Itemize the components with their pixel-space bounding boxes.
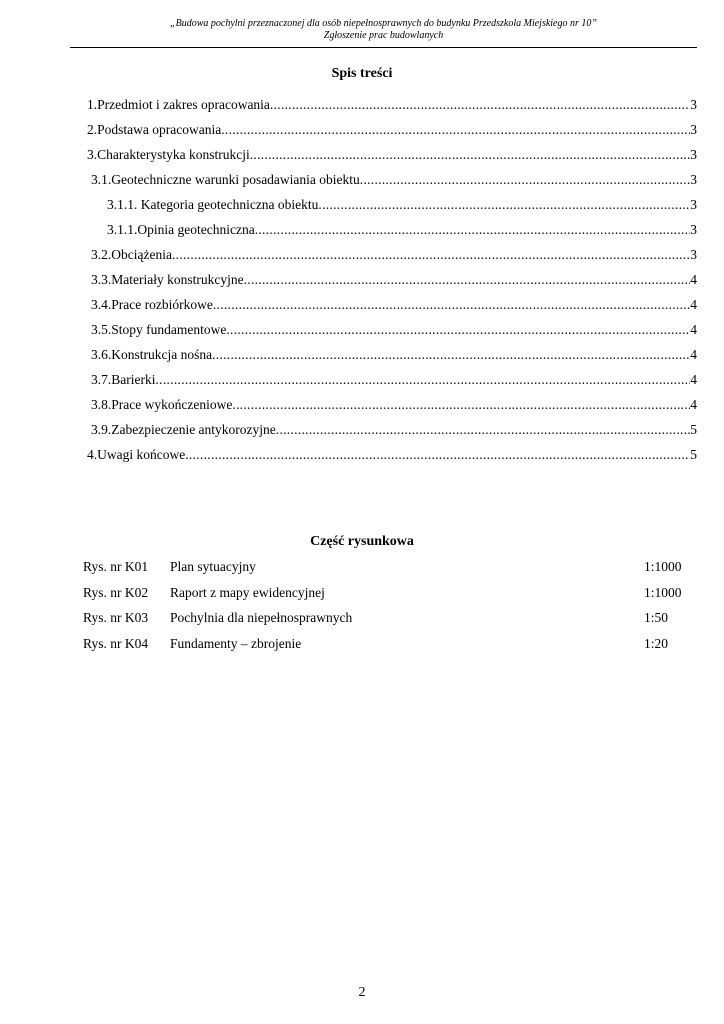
toc-dot-leader bbox=[213, 296, 690, 314]
drawing-row bbox=[83, 634, 703, 654]
toc-entry[interactable] bbox=[91, 396, 697, 414]
drawing-number: Rys. nr K04 bbox=[83, 636, 149, 651]
toc-entry-page: 4 bbox=[690, 322, 697, 337]
drawing-number: Rys. nr K01 bbox=[83, 559, 149, 574]
toc-entry[interactable] bbox=[91, 246, 697, 264]
drawing-title: Plan sytuacyjny bbox=[170, 559, 256, 574]
toc-entry-page: 3 bbox=[690, 222, 697, 237]
toc-entry-label: 3.1.1. Kategoria geotechniczna obiektu bbox=[107, 197, 319, 212]
toc-dot-leader bbox=[250, 146, 691, 164]
drawing-scale: 1:50 bbox=[644, 610, 669, 625]
toc-entry[interactable] bbox=[107, 221, 697, 239]
toc-entry-page: 4 bbox=[690, 272, 697, 287]
toc-entry-label: 3.3.Materiały konstrukcyjne bbox=[91, 272, 244, 287]
toc-entry-label: 3.5.Stopy fundamentowe bbox=[91, 322, 227, 337]
document-header bbox=[70, 18, 697, 42]
toc-entry-label: 3.1.Geotechniczne warunki posadawiania obiektu bbox=[91, 172, 360, 187]
drawing-title: Fundamenty – zbrojenie bbox=[170, 636, 302, 651]
drawing-row bbox=[83, 557, 703, 577]
toc-entry-label: 3.8.Prace wykończeniowe bbox=[91, 397, 233, 412]
toc-entry-page: 3 bbox=[690, 122, 697, 137]
toc-entry[interactable] bbox=[91, 371, 697, 389]
drawing-scale: 1:1000 bbox=[644, 559, 682, 574]
toc-entry-page: 4 bbox=[690, 372, 697, 387]
toc-entry[interactable] bbox=[91, 321, 697, 339]
drawing-number: Rys. nr K02 bbox=[83, 585, 149, 600]
toc-dot-leader bbox=[212, 346, 690, 364]
toc-dot-leader bbox=[276, 421, 690, 439]
toc-entry-page: 3 bbox=[690, 147, 697, 162]
toc-entry-page: 5 bbox=[690, 422, 697, 437]
toc-entry-label: 1.Przedmiot i zakres opracowania bbox=[87, 97, 270, 112]
toc-entry-page: 3 bbox=[690, 97, 697, 112]
toc-entry[interactable] bbox=[91, 346, 697, 364]
toc-entry-label: 3.7.Barierki bbox=[91, 372, 156, 387]
drawing-title: Raport z mapy ewidencyjnej bbox=[170, 585, 325, 600]
toc-dot-leader bbox=[226, 321, 690, 339]
toc-entry[interactable] bbox=[91, 171, 697, 189]
toc-dot-leader bbox=[185, 446, 690, 464]
toc-dot-leader bbox=[172, 246, 690, 264]
drawing-title: Pochylnia dla niepełnosprawnych bbox=[170, 610, 353, 625]
toc-entry-page: 4 bbox=[690, 347, 697, 362]
toc-dot-leader bbox=[232, 396, 690, 414]
drawing-scale: 1:20 bbox=[644, 636, 669, 651]
toc-entry-page: 5 bbox=[690, 447, 697, 462]
toc-entry-page: 4 bbox=[690, 297, 697, 312]
toc-entry-label: 3.9.Zabezpieczenie antykorozyjne bbox=[91, 422, 276, 437]
toc-entry-label: 4.Uwagi końcowe bbox=[87, 447, 186, 462]
toc-title: Spis treści bbox=[331, 66, 393, 81]
toc-dot-leader bbox=[255, 221, 691, 239]
toc-dot-leader bbox=[155, 371, 690, 389]
drawing-row bbox=[83, 583, 703, 603]
toc-entry[interactable] bbox=[107, 196, 697, 214]
toc-entry-label: 3.4.Prace rozbiórkowe bbox=[91, 297, 213, 312]
header-project-title: „Budowa pochylni przeznaczonej dla osób niepełnosprawnych do budynku Przedszkola Miejskiego nr 10” bbox=[170, 18, 597, 29]
toc-dot-leader bbox=[270, 96, 690, 114]
toc-entry-label: 2.Podstawa opracowania bbox=[87, 122, 222, 137]
toc-entry-label: 3.2.Obciążenia bbox=[91, 247, 172, 262]
toc-entry-page: 3 bbox=[690, 197, 697, 212]
drawings-section-title: Część rysunkowa bbox=[310, 534, 414, 549]
header-subtitle: Zgłoszenie prac budowlanych bbox=[323, 30, 444, 41]
toc-dot-leader bbox=[360, 171, 690, 189]
header-divider bbox=[70, 47, 697, 48]
toc-dot-leader bbox=[318, 196, 690, 214]
toc-entry[interactable] bbox=[87, 96, 697, 114]
drawing-scale: 1:1000 bbox=[644, 585, 682, 600]
toc-entry[interactable] bbox=[91, 271, 697, 289]
toc-entry[interactable] bbox=[87, 446, 697, 464]
toc-entry-page: 4 bbox=[690, 397, 697, 412]
toc-entry-page: 3 bbox=[690, 247, 697, 262]
toc-entry-label: 3.Charakterystyka konstrukcji bbox=[87, 147, 250, 162]
toc-dot-leader bbox=[221, 121, 690, 139]
toc-dot-leader bbox=[244, 271, 691, 289]
toc-entry-label: 3.6.Konstrukcja nośna bbox=[91, 347, 213, 362]
drawing-row bbox=[83, 608, 703, 628]
toc-entry-label: 3.1.1.Opinia geotechniczna bbox=[107, 222, 255, 237]
toc-entry[interactable] bbox=[87, 146, 697, 164]
toc-entry[interactable] bbox=[91, 421, 697, 439]
page-number: 2 bbox=[358, 985, 366, 1000]
drawing-number: Rys. nr K03 bbox=[83, 610, 149, 625]
toc-entry[interactable] bbox=[91, 296, 697, 314]
toc-entry[interactable] bbox=[87, 121, 697, 139]
toc-entry-page: 3 bbox=[690, 172, 697, 187]
